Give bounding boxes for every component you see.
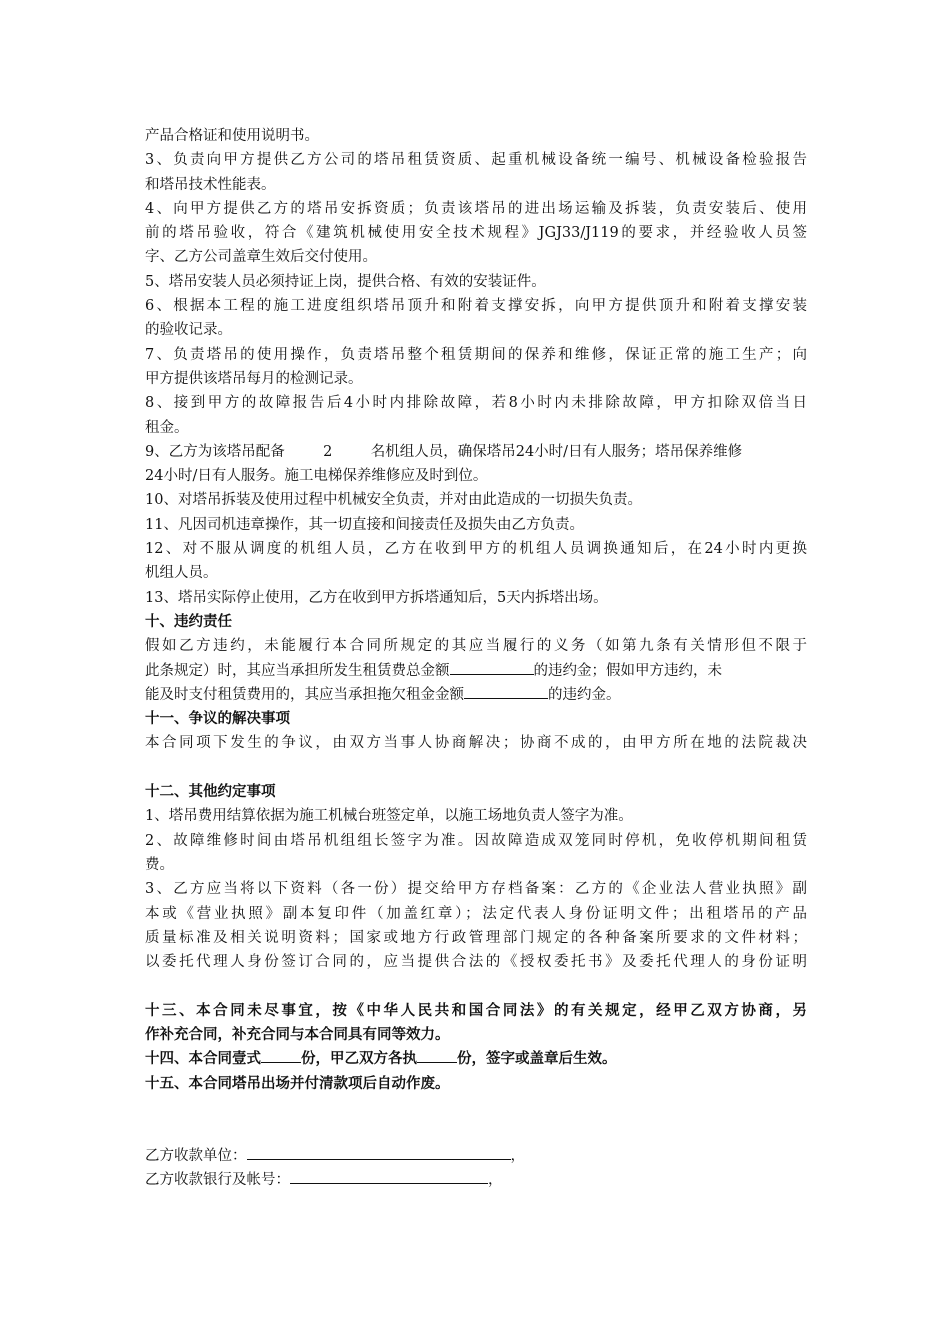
text-line: 11、凡因司机违章操作，其一切直接和间接责任及损失由乙方负责。 xyxy=(145,516,584,533)
amount-blank xyxy=(450,659,534,675)
text-segment: 9、乙方为该塔吊配备 xyxy=(145,443,285,460)
text-segment: 份，甲乙双方各执 xyxy=(301,1051,417,1068)
text-line: 和塔吊技术性能表。 xyxy=(145,176,276,193)
spacer xyxy=(145,756,807,780)
text-line: 前的塔吊验收，符合《建筑机械使用安全技术规程》JGJ33/J119的要求，并经验收人员签 xyxy=(145,225,807,242)
text-line: 本或《营业执照》副本复印件（加盖红章）；法定代表人身份证明文件；出租塔吊的产品 xyxy=(145,905,807,922)
text-line: 甲方提供该塔吊每月的检测记录。 xyxy=(145,370,363,387)
text-segment: 的违约金；假如甲方违约，未 xyxy=(533,662,722,679)
text-line: 本合同项下发生的争议，由双方当事人协商解决；协商不成的，由甲方所在地的法院裁决 xyxy=(145,735,807,752)
text-segment: 此条规定）时，其应当承担所发生租赁费总金额 xyxy=(145,662,450,679)
clause-13-cont: 作补充合同，补充合同与本合同具有同等效力。 xyxy=(145,1026,450,1043)
text-line: 2、故障维修时间由塔吊机组组长签字为准。因故障造成双笼同时停机，免收停机期间租赁 xyxy=(145,832,807,849)
text-line: 7、负责塔吊的使用操作，负责塔吊整个租赁期间的保养和维修，保证正常的施工生产；向 xyxy=(145,346,807,363)
copies-blank xyxy=(261,1047,301,1063)
payee-unit-label: 乙方收款单位： xyxy=(145,1147,247,1164)
text-line: 6、根据本工程的施工进度组织塔吊顶升和附着支撑安拆，向甲方提供顶升和附着支撑安装 xyxy=(145,298,807,315)
amount-blank xyxy=(464,683,548,699)
payee-bank-blank xyxy=(290,1168,488,1184)
text-line: 1、塔吊费用结算依据为施工机械台班签定单，以施工场地负责人签字为准。 xyxy=(145,808,633,825)
text-line xyxy=(145,440,807,464)
text-line xyxy=(145,659,807,683)
text-line: 3、负责向甲方提供乙方公司的塔吊租赁资质、起重机械设备统一编号、机械设备检验报告 xyxy=(145,152,807,169)
text-line: 假如乙方违约，未能履行本合同所规定的其应当履行的义务（如第九条有关情形但不限于 xyxy=(145,638,807,655)
payee-unit-blank xyxy=(247,1144,511,1160)
section-heading: 十二、其他约定事项 xyxy=(145,784,276,801)
text-segment: 十四、本合同壹式 xyxy=(145,1051,261,1068)
text-line: 产品合格证和使用说明书。 xyxy=(145,128,319,144)
text-line: 4、向甲方提供乙方的塔吊安拆资质；负责该塔吊的进出场运输及拆装，负责安装后、使用 xyxy=(145,200,807,217)
comma: ， xyxy=(510,1147,525,1164)
crew-count: 2 xyxy=(323,443,333,460)
payee-bank-line xyxy=(145,1168,807,1192)
text-line: 质量标准及相关说明资料；国家或地方行政管理部门规定的各种备案所要求的文件材料； xyxy=(145,929,807,946)
text-line: 5、塔吊安装人员必须持证上岗，提供合格、有效的安装证件。 xyxy=(145,273,546,290)
text-line: 13、塔吊实际停止使用，乙方在收到甲方拆塔通知后，5天内拆塔出场。 xyxy=(145,589,608,606)
payee-bank-label: 乙方收款银行及帐号： xyxy=(145,1172,290,1189)
payee-unit-line xyxy=(145,1144,807,1168)
contract-page xyxy=(145,124,807,1192)
text-line: 机组人员。 xyxy=(145,565,218,582)
spacer xyxy=(145,974,807,998)
text-line: 字、乙方公司盖章生效后交付使用。 xyxy=(145,249,377,266)
text-segment: 的违约金。 xyxy=(548,686,621,703)
text-line: 24小时/日有人服务。施工电梯保养维修应及时到位。 xyxy=(145,468,488,485)
text-line: 以委托代理人身份签订合同的，应当提供合法的《授权委托书》及委托代理人的身份证明 xyxy=(145,954,807,971)
clause-13: 十三、本合同未尽事宜，按《中华人民共和国合同法》的有关规定，经甲乙双方协商，另 xyxy=(145,1002,807,1019)
text-line xyxy=(145,683,807,707)
text-segment: 份，签字或盖章后生效。 xyxy=(457,1051,617,1068)
comma: ， xyxy=(488,1172,503,1189)
text-segment: 能及时支付租赁费用的，其应当承担拖欠租金金额 xyxy=(145,686,464,703)
section-heading: 十、违约责任 xyxy=(145,613,232,630)
text-line: 的验收记录。 xyxy=(145,322,232,339)
clause-15: 十五、本合同塔吊出场并付清款项后自动作废。 xyxy=(145,1075,450,1092)
text-line: 10、对塔吊拆装及使用过程中机械安全负责，并对由此造成的一切损失负责。 xyxy=(145,492,642,509)
text-line: 费。 xyxy=(145,856,174,873)
section-heading: 十一、争议的解决事项 xyxy=(145,711,290,728)
text-line: 12、对不服从调度的机组人员，乙方在收到甲方的机组人员调换通知后，在24小时内更换 xyxy=(145,541,807,558)
text-line: 8、接到甲方的故障报告后4小时内排除故障，若8小时内未排除故障，甲方扣除双倍当日 xyxy=(145,395,807,412)
text-segment: 名机组人员，确保塔吊24小时/日有人服务；塔吊保养维修 xyxy=(370,443,743,460)
spacer xyxy=(145,1096,807,1144)
text-line: 3、乙方应当将以下资料（各一份）提交给甲方存档备案：乙方的《企业法人营业执照》副 xyxy=(145,881,807,898)
text-line: 租金。 xyxy=(145,419,189,436)
clause-14 xyxy=(145,1047,807,1071)
copies-each-blank xyxy=(417,1047,457,1063)
